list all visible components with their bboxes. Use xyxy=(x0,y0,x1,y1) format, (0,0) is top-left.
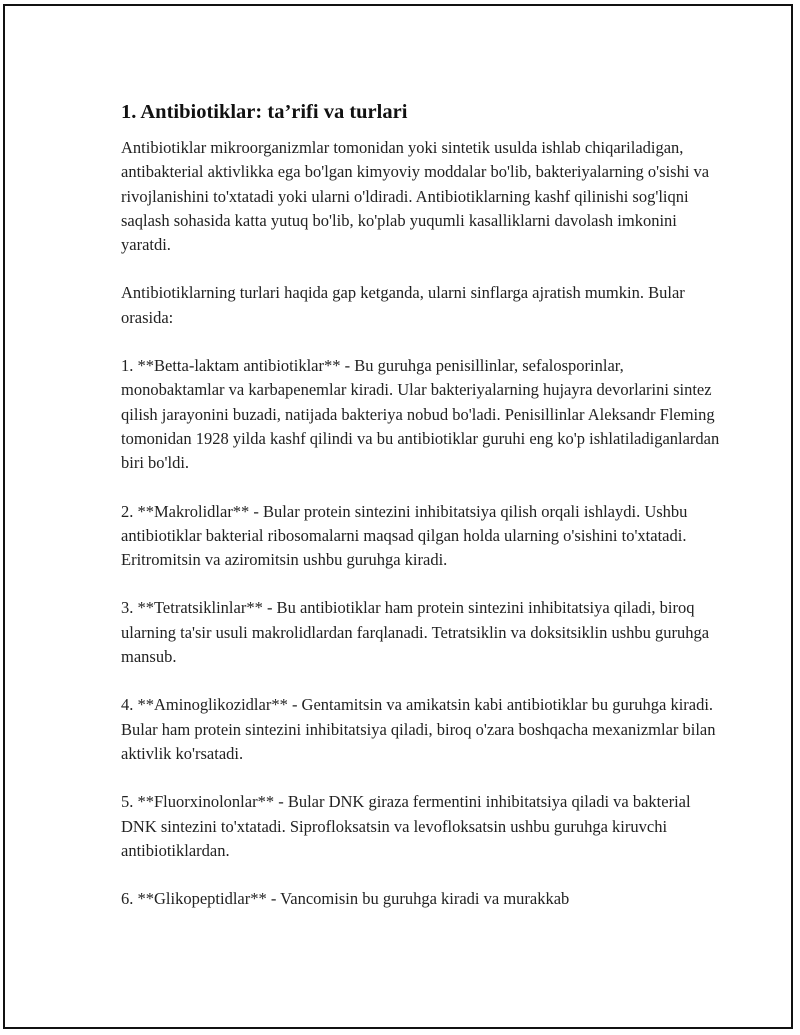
page-frame xyxy=(3,4,793,1029)
list-item-aminoglycosides: 4. **Aminoglikozidlar** - Gentamitsin va amikatsin kabi antibiotiklar bu guruhga kiradi. Bular ham protein sintezini inhibitatsiya qiladi, biroq o'zara boshqacha mexanizmlar bilan aktivlik ko'rsatadi. xyxy=(121,695,716,763)
document-title: 1. Antibiotiklar: ta’rifi va turlari xyxy=(121,101,408,123)
list-item-fluoroquinolones: 5. **Fluorxinolonlar** - Bular DNK giraza fermentini inhibitatsiya qiladi va bakterial DNK sintezini to'xtatadi. Siprofloksatsin va levofloksatsin ushbu guruhga kiruvchi antibiotiklardan. xyxy=(121,792,691,860)
paragraph-intro: Antibiotiklar mikroorganizmlar tomonidan yoki sintetik usulda ishlab chiqariladigan, antibakterial aktivlikka ega bo'lgan kimyoviy moddalar bo'lib, bakteriyalarning o'sishi va rivojlanishini to'xtatadi yoki ularni o'ldiradi. Antibiotiklarning kashf qilinishi sog'liqni saqlash sohasida katta yutuq bo'lib, ko'plab yuqumli kasalliklarni davolash imkonini yaratdi. xyxy=(121,138,710,255)
list-item-macrolides: 2. **Makrolidlar** - Bular protein sintezini inhibitatsiya qilish orqali ishlaydi. Ushbu antibiotiklar bakterial ribosomalarni maqsad qilgan holda ularning o'sishini to'xtatadi. Eritromitsin va aziromitsin ushbu guruhga kiradi. xyxy=(121,501,688,570)
list-item-beta-lactam: 1. **Betta-laktam antibiotiklar** - Bu guruhga penisillinlar, sefalosporinlar, monobaktamlar va karbapenemlar kiradi. Ular bakteriyalarning hujayra devorlarini sintez qilish jarayonini buzadi, natijada bakteriya nobud bo'ladi. Penisillinlar Aleksandr Fleming tomonidan 1928 yilda kashf qilindi va bu antibiotiklar guruhi eng ko'p ishlatiladiganlardan biri bo'ldi. xyxy=(121,356,720,473)
paragraph-types-intro: Antibiotiklarning turlari haqida gap ketganda, ularni sinflarga ajratish mumkin. Bular orasida: xyxy=(121,283,685,327)
document-body xyxy=(121,98,721,935)
list-item-tetracyclines: 3. **Tetratsiklinlar** - Bu antibiotiklar ham protein sintezini inhibitatsiya qiladi, biroq ularning ta'sir usuli makrolidlardan farqlanadi. Tetratsiklin va doksitsiklin ushbu guruhga mansub. xyxy=(121,598,710,667)
list-item-glycopeptides: 6. **Glikopeptidlar** - Vancomisin bu guruhga kiradi va murakkab xyxy=(121,889,570,909)
